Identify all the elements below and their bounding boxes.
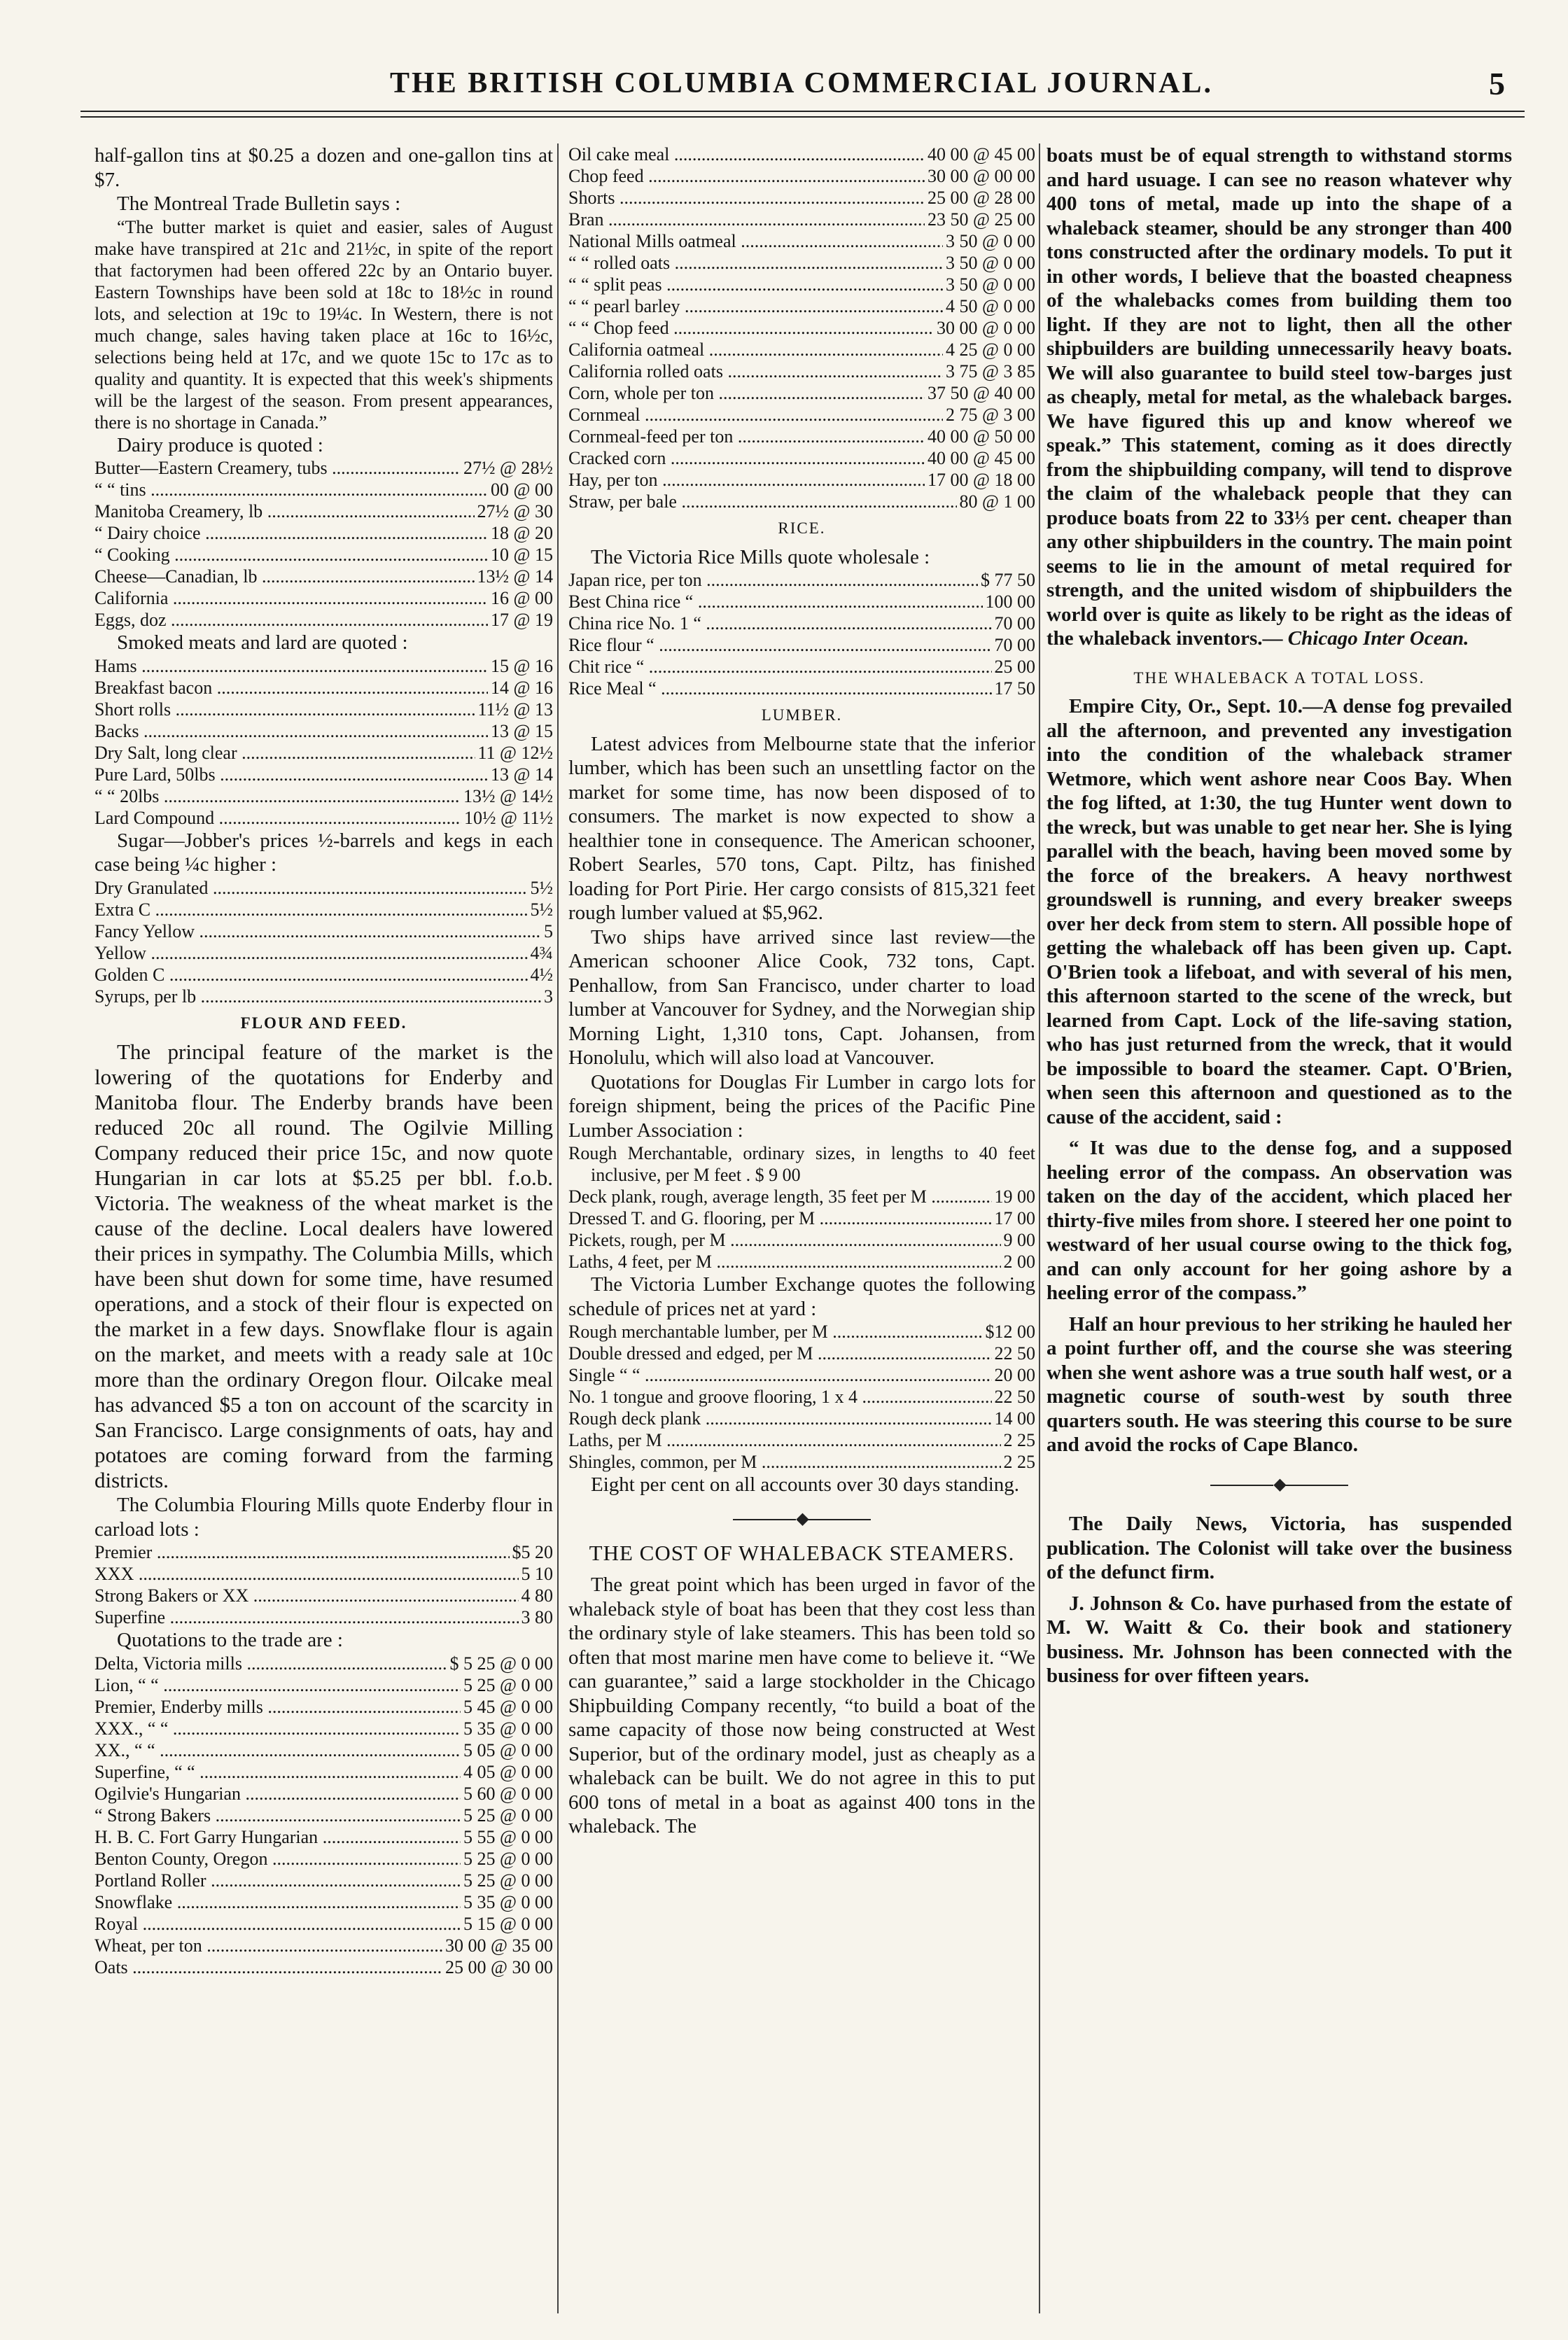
item-label: “ “ Chop feed ..... xyxy=(568,317,934,339)
item-price: 2 25 xyxy=(1003,1430,1035,1450)
paragraph: Empire City, Or., Sept. 10.—A dense fog prevailed all the afternoon, and prevented any investigation into the condition of the whaleback stramer Wetmore, which went ashore near Coos Bay. When the fog lifted, at 1:30, the tug Hunter went down to the wreck, but was unable to get near her. She is lying parallel with the beach, having been moved some by the force of the breakers. A heavy northwest groundswell is running, and every breaker sweeps over her deck from stem to stern. All possible hope of getting the whaleback off has been given up. Capt. O'Brien took a lifeboat, and with several of his men, this afternoon started to the scene of the wreck, but learned from Capt. Lock of the life-saving station, who has just returned from the wreck, that it would be impossible to board the steamer. Capt. O'Brien, when seen this afternoon and questioned as to the cause of the accident, said : xyxy=(1046,695,1512,1128)
item-price: 80 @ 1 00 xyxy=(959,491,1035,512)
item-price: 5½ xyxy=(530,877,553,898)
item-price: 3 80 xyxy=(521,1607,553,1627)
price-row xyxy=(568,1321,1035,1343)
price-row xyxy=(568,252,1035,274)
item-price: 9 00 xyxy=(1003,1230,1035,1250)
paragraph: Eight per cent on all accounts over 30 days standing. xyxy=(591,1473,1020,1496)
price-row xyxy=(94,1541,553,1563)
price-row xyxy=(568,656,1035,678)
item-price: 10 @ 15 xyxy=(491,545,553,565)
item-label: Shorts ..... xyxy=(568,187,925,209)
item-price: 4 50 @ 0 00 xyxy=(946,296,1035,316)
douglas-fir-price-list xyxy=(568,1186,1035,1273)
price-row xyxy=(94,500,553,522)
item-price: 27½ @ 30 xyxy=(477,501,553,521)
item-price: 40 00 @ 45 00 xyxy=(927,144,1035,164)
item-label: Oats ..... xyxy=(94,1956,442,1978)
item-price: 22 50 xyxy=(994,1387,1035,1407)
table-heading: Sugar—Jobber's prices ½-barrels and kegs in each case being ¼c higher : xyxy=(94,829,553,876)
paragraph: Two ships have arrived since last review—the American schooner Alice Cook, 732 tons, Capt. Penhallow, from San Francisco, under charter to load lumber at Vancouver for Sydney, and the Norwegian ship Morning Light, 1,310 tons, Capt. Johansen, from Honolulu, which will also load at Vancouver. xyxy=(568,925,1035,1069)
lumber-exchange-price-list xyxy=(568,1321,1035,1473)
item-price: 3 50 @ 0 00 xyxy=(946,231,1035,251)
price-row xyxy=(568,209,1035,230)
item-price: 30 00 @ 35 00 xyxy=(445,1935,553,1956)
item-label: Royal ..... xyxy=(94,1913,461,1935)
item-price: 4 25 @ 0 00 xyxy=(946,339,1035,360)
price-row xyxy=(568,1251,1035,1273)
item-label: China rice No. 1 “ ..... xyxy=(568,612,992,634)
item-label: Extra C ..... xyxy=(94,899,528,920)
item-label: No. 1 tongue and groove flooring, 1 x 4 ..... xyxy=(568,1386,992,1408)
header-rule xyxy=(80,111,1525,112)
lumber-price-row: Rough Merchantable, ordinary sizes, in lengths to 40 feet inclusive, per M feet . $ 9 00 xyxy=(568,1143,1035,1185)
item-price: 5 35 @ 0 00 xyxy=(463,1891,553,1912)
table-heading: The Columbia Flouring Mills quote Enderby flour in carload lots : xyxy=(94,1494,553,1541)
item-price: 22 50 xyxy=(994,1343,1035,1364)
price-row xyxy=(568,274,1035,295)
item-label: Portland Roller ..... xyxy=(94,1870,461,1891)
price-row xyxy=(94,1653,553,1674)
item-label: Rice flour “ ..... xyxy=(568,634,992,656)
rice-price-list xyxy=(568,569,1035,699)
price-row xyxy=(94,920,553,942)
item-price: $ 5 25 @ 0 00 xyxy=(449,1653,553,1674)
price-row xyxy=(94,1585,553,1606)
item-price: 3 50 @ 0 00 xyxy=(946,253,1035,273)
price-row xyxy=(568,1386,1035,1408)
item-label: Breakfast bacon ..... xyxy=(94,677,488,699)
item-label: XX., “ “ ..... xyxy=(94,1739,461,1761)
item-price: 19 00 xyxy=(994,1186,1035,1207)
item-price: 13½ @ 14½ xyxy=(463,785,553,806)
item-label: “ “ split peas ..... xyxy=(568,274,943,295)
item-label: “ Strong Bakers ..... xyxy=(94,1805,461,1826)
item-label: Ogilvie's Hungarian ..... xyxy=(94,1783,461,1805)
price-row xyxy=(568,1408,1035,1429)
paragraph: half-gallon tins at $0.25 a dozen and one-gallon tins at $7. xyxy=(94,144,553,191)
price-row xyxy=(94,1805,553,1826)
masthead xyxy=(77,66,1526,108)
price-row xyxy=(568,1186,1035,1207)
item-price: 5 25 @ 0 00 xyxy=(463,1848,553,1869)
price-row xyxy=(94,457,553,479)
item-price: 13½ @ 14 xyxy=(477,566,553,587)
journal-title: THE BRITISH COLUMBIA COMMERCIAL JOURNAL. xyxy=(390,67,1213,99)
item-label: Rice Meal “ ..... xyxy=(568,678,992,699)
item-label: Laths, 4 feet, per M ..... xyxy=(568,1251,1001,1273)
price-row xyxy=(568,1364,1035,1386)
dairy-price-list xyxy=(94,457,553,631)
price-row xyxy=(94,1891,553,1913)
price-row xyxy=(94,1761,553,1783)
item-label: Chop feed ..... xyxy=(568,165,925,187)
item-label: Yellow ..... xyxy=(94,942,528,964)
price-row xyxy=(94,742,553,764)
paragraph: The principal feature of the market is the lowering of the quotations for Enderby and Manitoba flour. The Enderby brands have been reduced 20c all round. The Ogilvie Milling Company reduced their price 15c, and now quote Hungarian in car lots at $5.25 per bbl. f.o.b. Victoria. The weakness of the wheat market is the cause of the decline. Local dealers have lowered their prices in sympathy. The Columbia Mills, which have been shut down for some time, have resumed operations, and a stock of their flour is expected on the market in a few days. Snowflake flour is again on the market, and meets with a ready sale at 10c more than the ordinary Oregon flour. Oilcake meal has advanced $5 a ton on account of the scarcity in San Francisco. Large consignments of oats, hay and potatoes are coming forward from the farming districts. xyxy=(94,1039,553,1492)
price-row xyxy=(94,1674,553,1696)
price-row xyxy=(94,522,553,544)
paragraph: Quotations for Douglas Fir Lumber in cargo lots for foreign shipment, being the prices of the Pacific Pine Lumber Association : xyxy=(568,1070,1035,1142)
item-price: 37 50 @ 40 00 xyxy=(927,383,1035,403)
item-price: 11 @ 12½ xyxy=(477,742,553,763)
trade-quotation-list xyxy=(94,1653,553,1978)
item-price: 00 @ 00 xyxy=(491,479,553,500)
item-label: Eggs, doz ..... xyxy=(94,609,488,631)
item-label: Pickets, rough, per M ..... xyxy=(568,1229,1001,1251)
item-label: California rolled oats ..... xyxy=(568,360,943,382)
price-row xyxy=(94,1870,553,1891)
item-price: 3 50 @ 0 00 xyxy=(946,274,1035,295)
price-row xyxy=(94,677,553,699)
item-label: XXX., “ “ ..... xyxy=(94,1718,461,1739)
price-row xyxy=(94,1696,553,1718)
section-heading: FLOUR AND FEED. xyxy=(240,1014,407,1032)
price-row xyxy=(94,942,553,964)
item-label: Deck plank, rough, average length, 35 feet per M ..... xyxy=(568,1186,992,1207)
price-row xyxy=(568,1343,1035,1364)
item-label: “ “ tins ..... xyxy=(94,479,488,500)
item-price: 40 00 @ 45 00 xyxy=(927,448,1035,468)
price-row xyxy=(94,720,553,742)
paragraph: Latest advices from Melbourne state that the inferior lumber, which has been such an unsettling factor on the market for some time, has now been disposed of to consumers. The market is now expected to show a healthier tone in consequence. The American schooner, Robert Searles, 570 tons, Capt. Piltz, has finished loading for Port Pirie. Her cargo consists of 815,321 feet rough lumber valued at $5,962. xyxy=(568,732,1035,924)
page-number: 5 xyxy=(1489,66,1505,101)
item-label: Cornmeal-feed per ton ..... xyxy=(568,426,925,447)
smoked-meats-price-list xyxy=(94,655,553,829)
item-price: 20 00 xyxy=(994,1365,1035,1385)
item-price: $5 20 xyxy=(512,1542,553,1562)
item-price: 2 00 xyxy=(1003,1252,1035,1272)
price-row xyxy=(568,1451,1035,1473)
item-price: 27½ @ 28½ xyxy=(463,458,553,478)
item-label: Benton County, Oregon ..... xyxy=(94,1848,461,1870)
item-price: 18 @ 20 xyxy=(491,523,553,543)
item-label: Dressed T. and G. flooring, per M ..... xyxy=(568,1207,992,1229)
item-price: 30 00 @ 00 00 xyxy=(927,166,1035,186)
item-price: 2 75 @ 3 00 xyxy=(946,405,1035,425)
item-label: Snowflake ..... xyxy=(94,1891,461,1913)
item-price: 25 00 @ 30 00 xyxy=(445,1956,553,1977)
item-label: Golden C ..... xyxy=(94,964,528,986)
item-price: 5 35 @ 0 00 xyxy=(463,1718,553,1739)
price-row xyxy=(568,426,1035,447)
price-row xyxy=(94,587,553,609)
item-price: 5 xyxy=(544,920,553,941)
table-heading: Dairy produce is quoted : xyxy=(117,433,323,456)
item-price: 5 25 @ 0 00 xyxy=(463,1674,553,1695)
item-price: 5½ xyxy=(530,899,553,920)
item-label: Rough merchantable lumber, per M ..... xyxy=(568,1321,983,1343)
price-row xyxy=(94,566,553,587)
item-label: “ “ pearl barley ..... xyxy=(568,295,943,317)
item-label: Japan rice, per ton ..... xyxy=(568,569,978,591)
price-row xyxy=(94,1913,553,1935)
price-row xyxy=(94,1783,553,1805)
price-row xyxy=(94,479,553,500)
sugar-price-list xyxy=(94,877,553,1007)
price-row xyxy=(568,404,1035,426)
item-price: 5 15 @ 0 00 xyxy=(463,1913,553,1934)
item-price: 17 00 @ 18 00 xyxy=(927,470,1035,490)
item-price: 4¾ xyxy=(530,942,553,963)
price-row xyxy=(94,807,553,829)
item-price: 17 @ 19 xyxy=(491,610,553,630)
price-row xyxy=(568,591,1035,612)
item-price: 23 50 @ 25 00 xyxy=(927,209,1035,230)
price-row xyxy=(568,469,1035,491)
price-row xyxy=(568,317,1035,339)
column-1 xyxy=(94,143,553,1978)
item-label: Chit rice “ ..... xyxy=(568,656,992,678)
enderby-flour-price-list xyxy=(94,1541,553,1628)
item-price: 10½ @ 11½ xyxy=(464,807,553,828)
item-price: 5 10 xyxy=(521,1564,553,1584)
price-row xyxy=(568,295,1035,317)
item-label: Premier ..... xyxy=(94,1541,510,1563)
item-label: Shingles, common, per M ..... xyxy=(568,1451,1001,1473)
price-row xyxy=(94,609,553,631)
price-row xyxy=(94,764,553,785)
item-label: Laths, per M ..... xyxy=(568,1429,1001,1451)
item-label: Superfine, “ “ ..... xyxy=(94,1761,461,1783)
item-label: Short rolls ..... xyxy=(94,699,475,720)
item-price: $12 00 xyxy=(985,1322,1035,1342)
price-row xyxy=(568,230,1035,252)
article-title: THE COST OF WHALEBACK STEAMERS. xyxy=(589,1541,1015,1565)
paragraph: Half an hour previous to her striking he hauled her a point further off, and the course she was steering when she went ashore was a true south half west, or a magnetic course of south-west by south three quarters south. He was steering this course to be sure and avoid the rocks of Cape Blanco. xyxy=(1046,1312,1512,1456)
price-row xyxy=(568,187,1035,209)
paragraph: The Victoria Lumber Exchange quotes the following schedule of prices net at yard : xyxy=(568,1273,1035,1320)
column-rule-2 xyxy=(1039,143,1040,2313)
price-row xyxy=(94,655,553,677)
item-label: Oil cake meal ..... xyxy=(568,143,925,165)
item-price: 13 @ 14 xyxy=(491,764,553,785)
item-label: Hams ..... xyxy=(94,655,488,677)
item-label: Butter—Eastern Creamery, tubs ..... xyxy=(94,457,461,479)
item-price: $ 77 50 xyxy=(981,570,1035,590)
item-price: 13 @ 15 xyxy=(491,720,553,741)
ornament-divider: ◆ xyxy=(1046,1473,1512,1497)
item-label: Rough deck plank ..... xyxy=(568,1408,992,1429)
item-price: 17 50 xyxy=(994,678,1035,699)
item-label: Hay, per ton ..... xyxy=(568,469,925,491)
item-label: Straw, per bale ..... xyxy=(568,491,957,512)
paragraph: boats must be of equal strength to withstand storms and hard usuage. I can see no reason whatever why 400 tons of metal, made up into the shape of a whaleback steamer, should be any stronger than 400 tons constructed after the ordinary models. To put it in other words, I believe that the boasted cheapness of the whalebacks comes from building them too light. If they are not to light, then all the other shipbuilders are building unnecessarily heavy boats. We will also guarantee to build steel tow-barges just as cheaply, metal for metal, as the whaleback barges. We have figured this up and know whereof we speak.” This statement, coming as it does directly from the shipbuilding company, will tend to disprove the claim of the whaleback people that they can produce boats from 22 to 33⅓ per cent. cheaper than any other shipbuilders in the country. The main point seems to lie in the amount of metal required for strength, and the united wisdom of shipbuilders the world over is quite as likely to be right as the ideas of the whaleback inventors.— Chicago Inter Ocean. xyxy=(1046,144,1512,650)
item-label: Cracked corn ..... xyxy=(568,447,925,469)
item-price: 14 00 xyxy=(994,1408,1035,1429)
quoted-paragraph: “ It was due to the dense fog, and a supposed heeling error of the compass. An observation was taken on the day of the accident, which placed her thirty-five miles from shore. I steered her one point to westward of her usual course owing to the thick fog, and can only account for her going ashore by a heeling error of the compass.” xyxy=(1046,1137,1512,1304)
item-price: 25 00 xyxy=(994,657,1035,677)
price-row xyxy=(568,447,1035,469)
price-row xyxy=(568,1229,1035,1251)
item-price: 15 @ 16 xyxy=(491,655,553,676)
paragraph: The Daily News, Victoria, has suspended publication. The Colonist will take over the business of the defunct firm. xyxy=(1046,1513,1512,1583)
item-price: 2 25 xyxy=(1003,1452,1035,1472)
quoted-paragraph: “The butter market is quiet and easier, sales of August make have transpired at 21c and 21½c, in spite of the report that factorymen had been offered 22c by an Ontario buyer. Eastern Townships have been sold at 18c to 18½c in round lots, and selection at 19c to 19¼c. In Western, there is not much change, sales having taken place at 16c to 16½c, selections being held at 17c, and we quote 15c to 17c as to quality and quantity. It is expected that this week's shipments will be the largest of the season. From present appearances, there is no shortage in Canada.” xyxy=(94,216,553,433)
item-price: 5 45 @ 0 00 xyxy=(463,1696,553,1717)
price-row xyxy=(94,877,553,899)
price-row xyxy=(94,899,553,920)
item-label: Cheese—Canadian, lb ..... xyxy=(94,566,475,587)
item-price: 14 @ 16 xyxy=(491,677,553,698)
price-row xyxy=(568,143,1035,165)
item-label: Dry Granulated ..... xyxy=(94,877,528,899)
item-label: Superfine ..... xyxy=(94,1606,519,1628)
item-price: 25 00 @ 28 00 xyxy=(927,188,1035,208)
item-price: 11½ @ 13 xyxy=(477,699,553,720)
item-label: Lion, “ “ ..... xyxy=(94,1674,461,1696)
item-label: California oatmeal ..... xyxy=(568,339,943,360)
price-row xyxy=(94,1563,553,1585)
paragraph: The great point which has been urged in favor of the whaleback style of boat has been that they cost less than the ordinary style of lake steamers. This has been told so often that most marine men have come to believe it. “We can guarantee,” said a large stockholder in the Chicago Shipbuilding Company recently, “to build a boat of the same capacity of those now being constructed at West Superior, but of the ordinary model, just as cheaply as a whaleback can be built. We do not agree in this to put 600 tons of metal in a boat as against 400 tons in the whaleback. The xyxy=(568,1574,1035,1837)
item-price: 4 80 xyxy=(521,1585,553,1606)
price-row xyxy=(94,785,553,807)
item-label: “ Cooking ..... xyxy=(94,544,488,566)
item-price: 5 25 @ 0 00 xyxy=(463,1870,553,1891)
item-label: National Mills oatmeal ..... xyxy=(568,230,943,252)
item-label: “ “ 20lbs ..... xyxy=(94,785,461,807)
item-price: 40 00 @ 50 00 xyxy=(927,426,1035,447)
item-label: Fancy Yellow ..... xyxy=(94,920,541,942)
item-label: Double dressed and edged, per M ..... xyxy=(568,1343,992,1364)
price-row xyxy=(94,1606,553,1628)
price-row xyxy=(568,612,1035,634)
price-row xyxy=(94,1739,553,1761)
item-label: Cornmeal ..... xyxy=(568,404,943,426)
price-row xyxy=(568,1207,1035,1229)
item-label: “ “ rolled oats ..... xyxy=(568,252,943,274)
price-row xyxy=(568,360,1035,382)
item-label: Corn, whole per ton ..... xyxy=(568,382,925,404)
price-row xyxy=(94,1956,553,1978)
ornament-divider: ◆ xyxy=(568,1507,1035,1532)
item-price: 3 75 @ 3 85 xyxy=(946,361,1035,381)
paragraph: The Montreal Trade Bulletin says : xyxy=(117,192,401,215)
item-price: 5 05 @ 0 00 xyxy=(463,1739,553,1760)
price-row xyxy=(568,678,1035,699)
price-row xyxy=(94,1826,553,1848)
item-label: California ..... xyxy=(94,587,488,609)
item-price: 70 00 xyxy=(994,613,1035,633)
item-price: 4½ xyxy=(530,964,553,985)
item-label: Syrups, per lb ..... xyxy=(94,986,541,1007)
item-price: 16 @ 00 xyxy=(491,588,553,608)
item-label: Wheat, per ton ..... xyxy=(94,1935,442,1956)
price-row xyxy=(568,491,1035,512)
column-rule-1 xyxy=(557,143,559,2313)
column-3 xyxy=(1046,143,1512,1688)
item-label: Lard Compound ..... xyxy=(94,807,461,829)
item-price: 5 60 @ 0 00 xyxy=(463,1783,553,1804)
price-row xyxy=(568,634,1035,656)
paragraph: J. Johnson & Co. have purhased from the estate of M. W. Waitt & Co. their book and stationery business. Mr. Johnson has been connected with the business for over fifteen years. xyxy=(1046,1592,1512,1687)
header-rule-2 xyxy=(80,116,1525,118)
item-label: Manitoba Creamery, lb ..... xyxy=(94,500,475,522)
price-row xyxy=(568,569,1035,591)
item-label: Dry Salt, long clear ..... xyxy=(94,742,475,764)
table-heading: The Victoria Rice Mills quote wholesale : xyxy=(591,545,930,568)
item-label: Bran ..... xyxy=(568,209,925,230)
item-label: Pure Lard, 50lbs ..... xyxy=(94,764,488,785)
item-label: Best China rice “ ..... xyxy=(568,591,983,612)
item-price: 30 00 @ 0 00 xyxy=(937,318,1035,338)
section-heading: RICE. xyxy=(778,519,826,537)
source-credit: Chicago Inter Ocean. xyxy=(1287,627,1469,650)
item-label: XXX ..... xyxy=(94,1563,519,1585)
price-row xyxy=(94,1848,553,1870)
item-price: 17 00 xyxy=(994,1208,1035,1228)
item-label: Single “ “ ..... xyxy=(568,1364,992,1386)
feed-price-list xyxy=(568,143,1035,512)
price-row xyxy=(94,964,553,986)
price-row xyxy=(94,1935,553,1956)
item-price: 70 00 xyxy=(994,635,1035,655)
item-label: Strong Bakers or XX ..... xyxy=(94,1585,519,1606)
item-price: 4 05 @ 0 00 xyxy=(463,1761,553,1782)
item-price: 100 00 xyxy=(985,591,1035,612)
table-heading: Smoked meats and lard are quoted : xyxy=(117,631,408,654)
item-price: 3 xyxy=(544,986,553,1007)
price-row xyxy=(94,1718,553,1739)
price-row xyxy=(94,986,553,1007)
price-row xyxy=(94,544,553,566)
item-label: H. B. C. Fort Garry Hungarian ..... xyxy=(94,1826,461,1848)
item-price: 5 55 @ 0 00 xyxy=(463,1826,553,1847)
price-row xyxy=(94,699,553,720)
price-row xyxy=(568,382,1035,404)
column-2 xyxy=(568,143,1035,1839)
price-row xyxy=(568,1429,1035,1451)
item-label: “ Dairy choice ..... xyxy=(94,522,488,544)
item-label: Delta, Victoria mills ..... xyxy=(94,1653,447,1674)
price-row xyxy=(568,165,1035,187)
item-label: Premier, Enderby mills ..... xyxy=(94,1696,461,1718)
item-label: Backs ..... xyxy=(94,720,488,742)
price-row xyxy=(568,339,1035,360)
item-price: 5 25 @ 0 00 xyxy=(463,1805,553,1826)
section-heading: THE WHALEBACK A TOTAL LOSS. xyxy=(1133,668,1425,687)
section-heading: LUMBER. xyxy=(761,706,843,724)
table-heading: Quotations to the trade are : xyxy=(117,1629,343,1651)
